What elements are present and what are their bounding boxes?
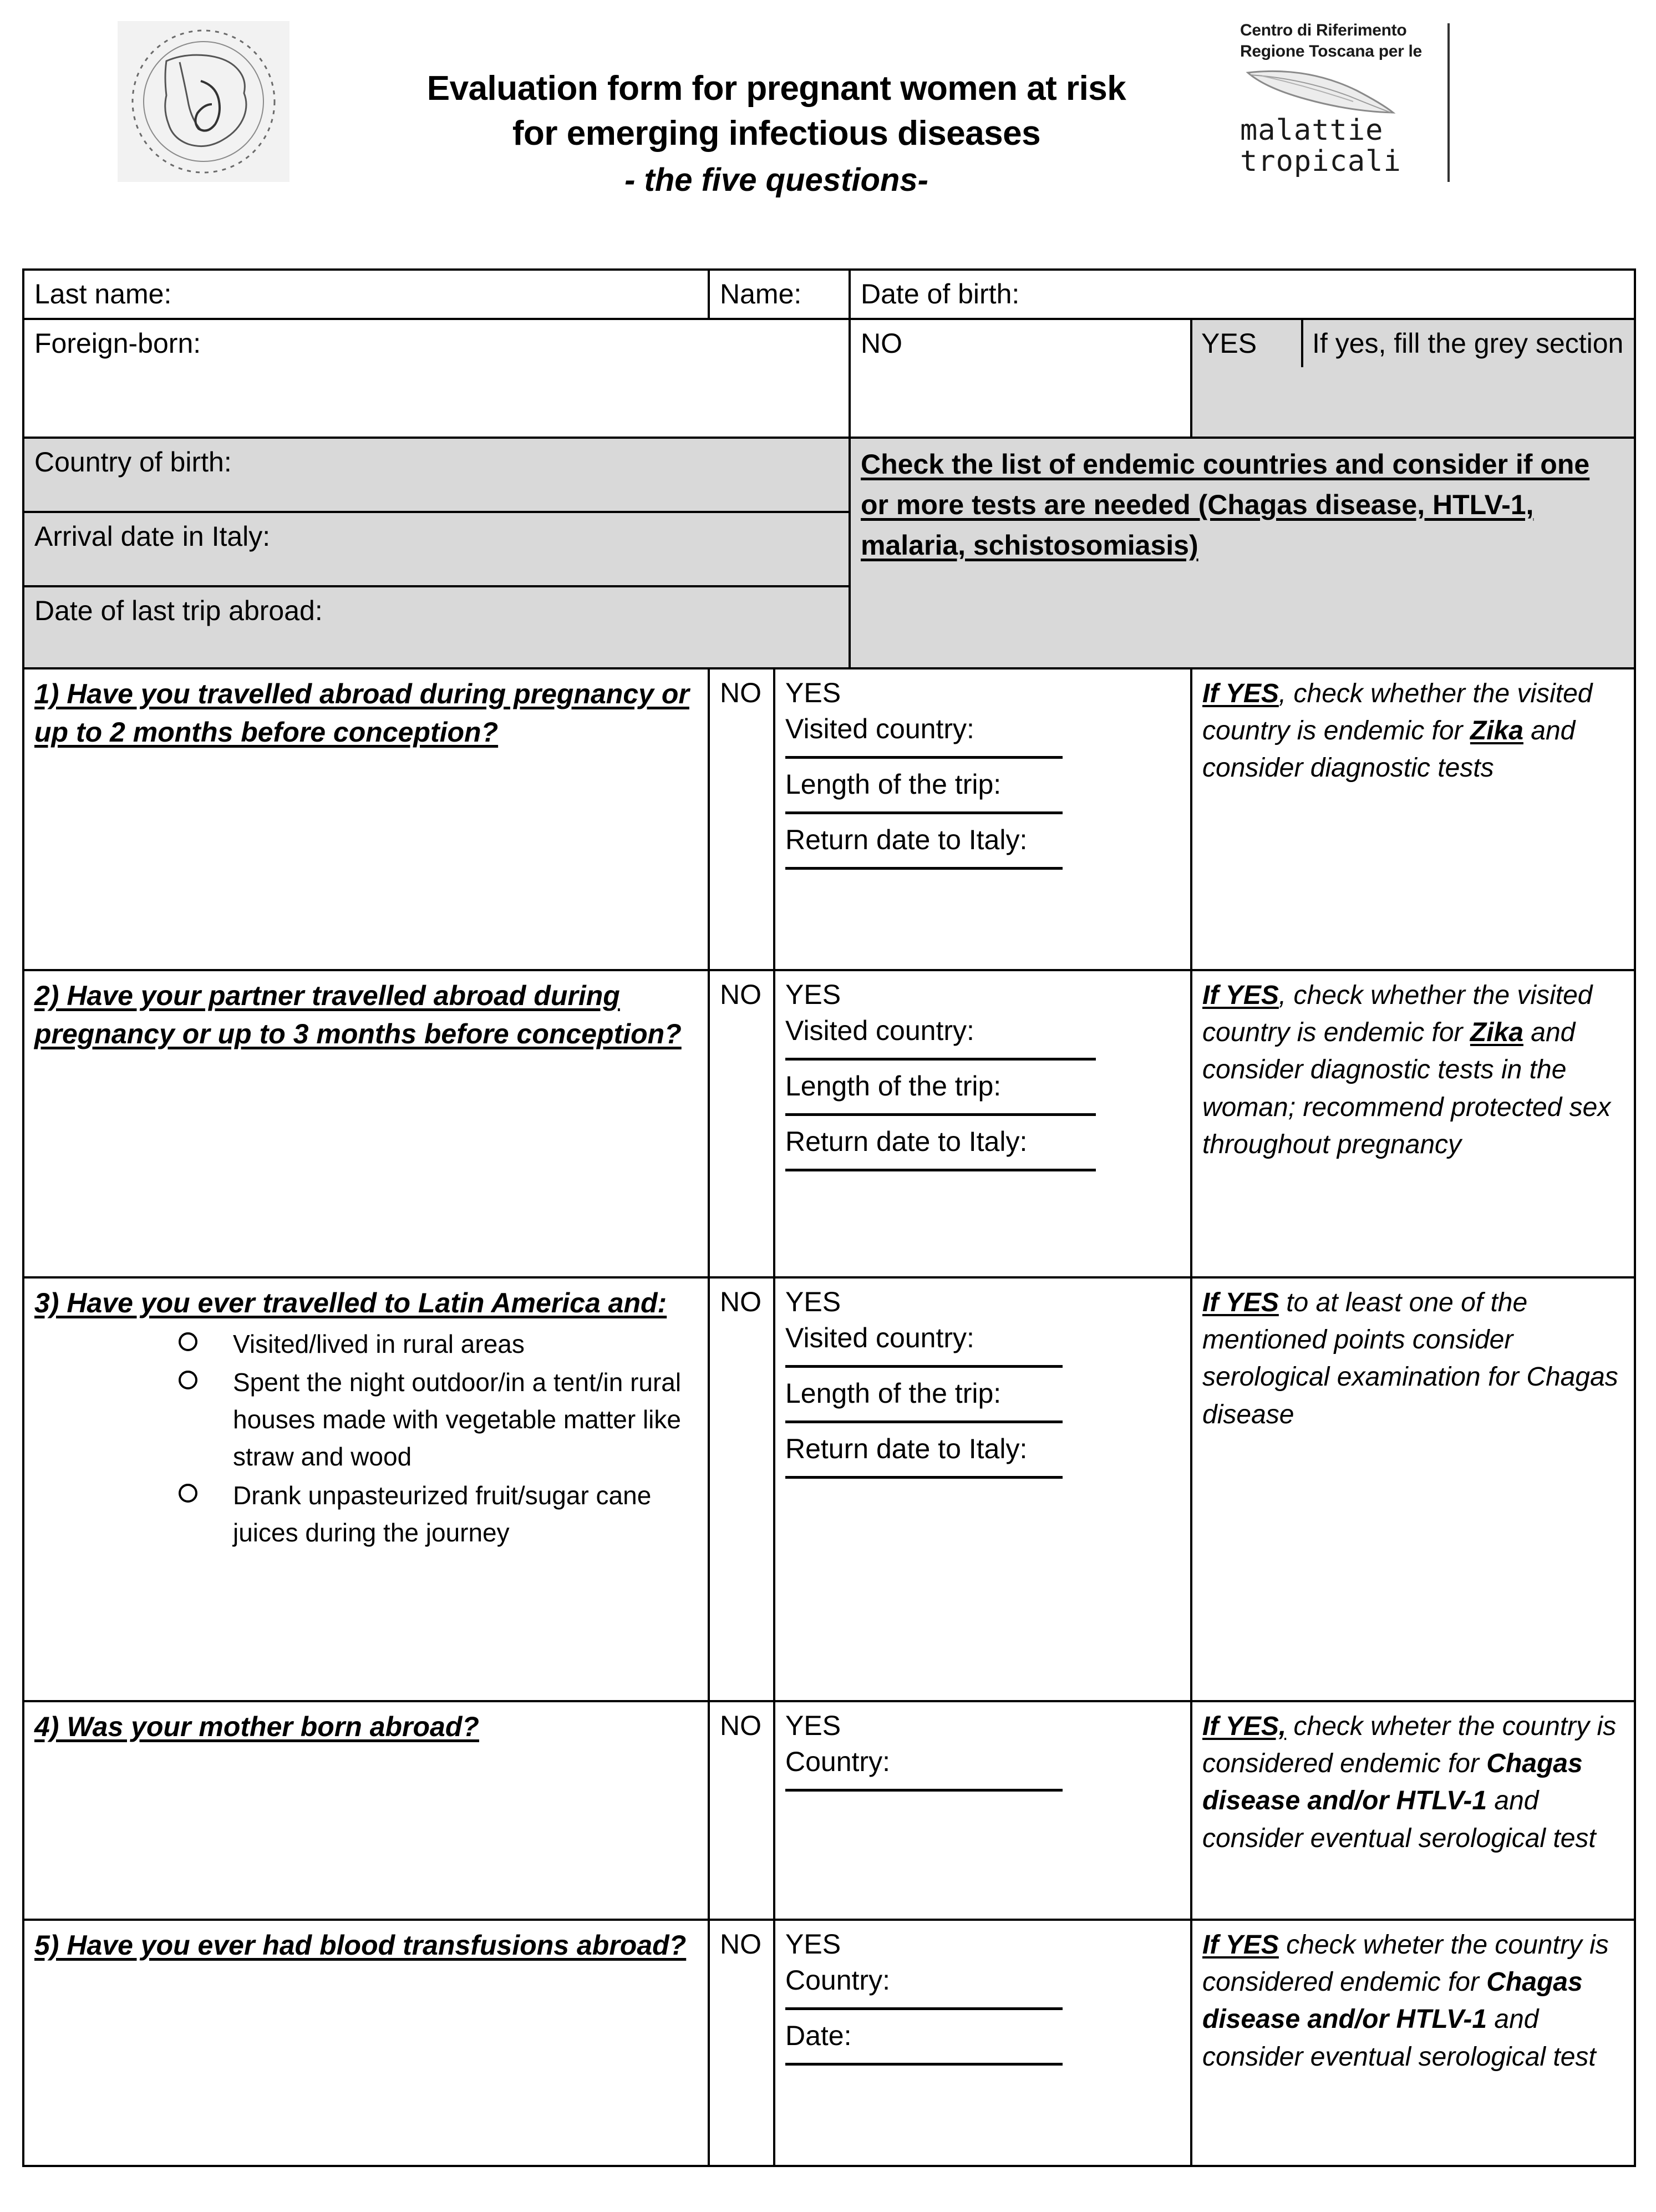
last-trip-label: Date of last trip abroad:	[34, 595, 323, 626]
question-2-advice-cell	[1191, 970, 1635, 1277]
question-3-visited-country-label: Visited country:	[785, 1322, 974, 1353]
question-2-return-date-label: Return date to Italy:	[785, 1126, 1028, 1157]
if-yes-note: If yes, fill the grey section	[1312, 328, 1624, 359]
foreign-born-cell[interactable]	[23, 319, 850, 438]
name-label: Name:	[720, 278, 802, 310]
title-line-2: for emerging infectious diseases	[512, 114, 1041, 153]
foreign-born-if-yes-cell	[1302, 320, 1634, 367]
question-3-cell	[23, 1277, 709, 1701]
question-3-options-list	[34, 1326, 699, 1551]
list-item[interactable]	[179, 1477, 699, 1551]
question-4-no-cell[interactable]	[709, 1701, 774, 1920]
table-row-question-3	[23, 1277, 1635, 1701]
question-2-length-label: Length of the trip:	[785, 1071, 1002, 1102]
question-2-visited-country-input[interactable]	[785, 1058, 1096, 1061]
logo-right-line-1: Centro di Riferimento	[1240, 21, 1407, 39]
question-5-date-label: Date:	[785, 2020, 852, 2051]
question-4-country-label: Country:	[785, 1746, 890, 1777]
table-row-country-of-birth	[23, 438, 1635, 512]
foreign-born-yes-wrapper	[1191, 319, 1635, 438]
question-5-advice-cell	[1191, 1920, 1635, 2166]
question-4-advice-rest: check wheter the country is considered endemic for	[1202, 1712, 1617, 1779]
question-2-no-label: NO	[720, 979, 761, 1010]
name-cell[interactable]	[709, 270, 850, 319]
country-of-birth-cell[interactable]	[23, 438, 850, 512]
question-2-advice	[1202, 981, 1611, 1159]
question-5-advice-tail: and consider eventual serological test	[1202, 2005, 1596, 2072]
grey-note-cell	[850, 438, 1635, 668]
question-4-yes-cell[interactable]	[774, 1701, 1191, 1920]
question-1-advice-cell	[1191, 668, 1635, 970]
question-4-yes-label: YES	[785, 1710, 841, 1741]
question-1-text: 1) Have you travelled abroad during pregnancy or up to 2 months before conception?	[34, 678, 689, 748]
question-2-advice-rest: , check whether the visited country is endemic for	[1202, 981, 1593, 1048]
table-row-question-2	[23, 970, 1635, 1277]
question-2-length-input[interactable]	[785, 1113, 1096, 1116]
question-1-advice	[1202, 679, 1592, 783]
question-2-advice-tail: and consider diagnostic tests in the woman; recommend protected sex throughout pregnancy	[1202, 1018, 1611, 1159]
logo-right-word-2: tropicali	[1240, 145, 1401, 179]
logo-right-word-1: malattie	[1240, 114, 1384, 147]
question-4-country-input[interactable]	[785, 1789, 1063, 1792]
date-of-birth-label: Date of birth:	[861, 278, 1020, 310]
logo-right-line-2: Regione Toscana per le	[1240, 42, 1422, 60]
question-5-text: 5) Have you ever had blood transfusions abroad?	[34, 1930, 687, 1961]
malattie-tropicali-logo	[1240, 20, 1462, 186]
title-subtitle: - the five questions-	[624, 162, 928, 199]
country-of-birth-label: Country of birth:	[34, 447, 232, 478]
question-4-advice-cell	[1191, 1701, 1635, 1920]
question-5-advice-keyword: Chagas disease and/or HTLV-1	[1202, 1967, 1583, 2035]
question-3-visited-country-input[interactable]	[785, 1365, 1063, 1368]
last-name-cell[interactable]	[23, 270, 709, 319]
question-5-no-cell[interactable]	[709, 1920, 774, 2166]
question-3-no-cell[interactable]	[709, 1277, 774, 1701]
list-item[interactable]	[179, 1364, 699, 1475]
question-5-date-input[interactable]	[785, 2063, 1063, 2066]
leaf-icon	[1240, 64, 1462, 115]
circle-bullet-icon	[179, 1371, 197, 1389]
question-2-advice-lead: If YES	[1202, 981, 1279, 1010]
foreign-born-yes-cell[interactable]	[1192, 320, 1302, 367]
title-line-1: Evaluation form for pregnant women at risk	[426, 69, 1126, 108]
last-name-label: Last name:	[34, 278, 172, 310]
question-3-advice-lead: If YES	[1202, 1288, 1279, 1317]
question-5-advice	[1202, 1930, 1609, 2072]
question-3-return-date-input[interactable]	[785, 1476, 1063, 1479]
question-3-advice-rest: to at least one of the mentioned points consider serological examination for Chagas disease	[1202, 1288, 1618, 1429]
question-4-text: 4) Was your mother born abroad?	[34, 1711, 479, 1742]
table-row-identity	[23, 270, 1635, 319]
question-2-cell	[23, 970, 709, 1277]
question-2-no-cell[interactable]	[709, 970, 774, 1277]
question-5-cell	[23, 1920, 709, 2166]
question-3-yes-cell[interactable]	[774, 1277, 1191, 1701]
table-row-question-5	[23, 1920, 1635, 2166]
question-2-visited-country-label: Visited country:	[785, 1015, 974, 1046]
question-4-cell	[23, 1701, 709, 1920]
question-4-advice-keyword: Chagas disease and/or HTLV-1	[1202, 1749, 1583, 1816]
table-row-question-4	[23, 1701, 1635, 1920]
tuscany-emblem-icon	[118, 21, 289, 182]
question-1-length-label: Length of the trip:	[785, 769, 1002, 800]
question-3-no-label: NO	[720, 1286, 761, 1317]
question-1-visited-country-input[interactable]	[785, 756, 1063, 759]
last-trip-cell[interactable]	[23, 586, 850, 668]
question-1-advice-tail: and consider diagnostic tests	[1202, 716, 1576, 783]
question-1-yes-cell[interactable]	[774, 668, 1191, 970]
date-of-birth-cell[interactable]	[850, 270, 1635, 319]
question-1-no-cell[interactable]	[709, 668, 774, 970]
question-3-text: 3) Have you ever travelled to Latin America and:	[34, 1287, 667, 1318]
question-5-country-label: Country:	[785, 1965, 890, 1996]
foreign-born-no-label: NO	[861, 328, 903, 359]
question-2-yes-cell[interactable]	[774, 970, 1191, 1277]
question-3-length-label: Length of the trip:	[785, 1378, 1002, 1409]
circle-bullet-icon	[179, 1332, 197, 1351]
question-5-yes-cell[interactable]	[774, 1920, 1191, 2166]
table-row-question-1	[23, 668, 1635, 970]
question-1-yes-label: YES	[785, 677, 841, 708]
question-2-return-date-input[interactable]	[785, 1169, 1096, 1171]
list-item[interactable]	[179, 1326, 699, 1363]
evaluation-form-table	[22, 268, 1636, 2167]
question-3-advice-cell	[1191, 1277, 1635, 1701]
question-3-advice	[1202, 1288, 1618, 1429]
question-1-visited-country-label: Visited country:	[785, 713, 974, 744]
question-4-advice-lead: If YES,	[1202, 1712, 1287, 1741]
question-3-option-2: Spent the night outdoor/in a tent/in rural houses made with vegetable matter like straw and wood	[233, 1368, 682, 1472]
question-3-option-1: Visited/lived in rural areas	[233, 1330, 525, 1358]
question-5-advice-rest: check wheter the country is considered endemic for	[1202, 1930, 1609, 1997]
question-1-return-date-input[interactable]	[785, 867, 1063, 870]
circle-bullet-icon	[179, 1484, 197, 1503]
foreign-born-yes-label: YES	[1201, 328, 1257, 359]
table-row-foreign-born	[23, 319, 1635, 438]
foreign-born-no-cell[interactable]	[850, 319, 1191, 438]
page-title	[344, 67, 1209, 201]
question-1-no-label: NO	[720, 677, 761, 708]
question-3-return-date-label: Return date to Italy:	[785, 1433, 1028, 1464]
question-5-country-input[interactable]	[785, 2007, 1063, 2010]
question-1-length-input[interactable]	[785, 811, 1063, 814]
arrival-date-label: Arrival date in Italy:	[34, 521, 271, 552]
question-2-yes-label: YES	[785, 979, 841, 1010]
question-3-length-input[interactable]	[785, 1420, 1063, 1423]
foreign-born-label: Foreign-born:	[34, 328, 201, 359]
question-5-no-label: NO	[720, 1929, 761, 1960]
question-4-advice	[1202, 1712, 1616, 1853]
question-2-advice-keyword: Zika	[1470, 1018, 1523, 1048]
centro-riferimento-regionale-logo	[118, 21, 289, 182]
question-1-return-date-label: Return date to Italy:	[785, 824, 1028, 855]
logo-divider	[1447, 23, 1450, 182]
question-5-advice-lead: If YES	[1202, 1930, 1279, 1960]
question-1-advice-keyword: Zika	[1470, 716, 1523, 746]
question-4-no-label: NO	[720, 1710, 761, 1741]
question-1-cell	[23, 668, 709, 970]
document-header	[0, 0, 1656, 244]
question-1-advice-rest: , check whether the visited country is endemic for	[1202, 679, 1593, 746]
question-1-advice-lead: If YES	[1202, 679, 1279, 708]
question-4-advice-tail: and consider eventual serological test	[1202, 1786, 1596, 1853]
question-3-yes-label: YES	[785, 1286, 841, 1317]
question-3-option-3: Drank unpasteurized fruit/sugar cane juices during the journey	[233, 1480, 652, 1547]
grey-note-text: Check the list of endemic countries and consider if one or more tests are needed (Chagas disease, HTLV-1, malaria, schistosomiasis)	[861, 449, 1590, 561]
arrival-date-cell[interactable]	[23, 512, 850, 586]
question-2-text: 2) Have your partner travelled abroad during pregnancy or up to 3 months before conception?	[34, 980, 682, 1049]
question-5-yes-label: YES	[785, 1929, 841, 1960]
